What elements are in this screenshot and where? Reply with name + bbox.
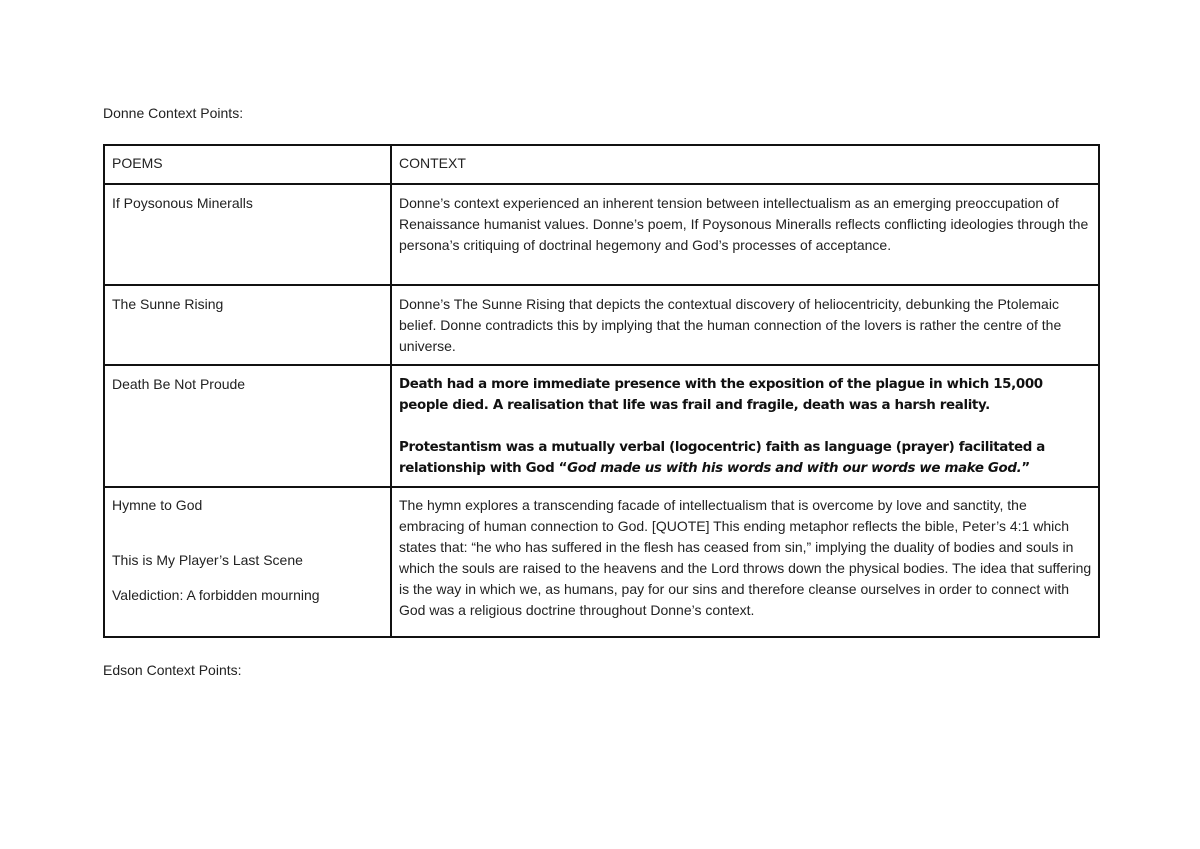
poem-cell: The Sunne Rising	[104, 285, 391, 365]
header-poems: POEMS	[104, 145, 391, 184]
donne-context-heading: Donne Context Points:	[103, 105, 244, 121]
table-row	[104, 285, 1099, 365]
context-quote: God made us with his words and with our words we make God.	[567, 461, 1022, 476]
poem-title-hymne: Hymne to God	[112, 497, 203, 513]
poem-title-valediction: Valediction: A forbidden mourning	[112, 587, 320, 603]
poem-cell: Death Be Not Proude	[104, 365, 391, 487]
context-cell: Donne’s context experienced an inherent tension between intellectualism as an emerging preoccupation of Renaissance humanist values. Donne’s poem, If Poysonous Mineralls reflects conflicting ideologies through the persona’s critiquing of doctrinal hegemony and God’s processes of acceptance.	[391, 184, 1099, 285]
poem-title-player: This is My Player’s Last Scene	[112, 552, 303, 568]
context-cell: The hymn explores a transcending facade of intellectualism that is overcome by love and sanctity, the embracing of human connection to God. [QUOTE] This ending metaphor reflects the bible, Peter’s 4:1 which states that: “he who has suffered in the flesh has ceased from sin,” implying the duality of bodies and souls in which the souls are raised to the heavens and the Lord throws down the physical bodies. The idea that suffering is the way in which we, as humans, pay for our sins and therefore cleanse ourselves in order to connect with God was a religious doctrine throughout Donne’s context.	[391, 487, 1099, 637]
table-row	[104, 184, 1099, 285]
table-row	[104, 487, 1099, 637]
header-context: CONTEXT	[391, 145, 1099, 184]
context-cell: Donne’s The Sunne Rising that depicts the contextual discovery of heliocentricity, debunking the Ptolemaic belief. Donne contradicts this by implying that the human connection of the lovers is rather the centre of the universe.	[391, 285, 1099, 365]
donne-context-table	[103, 144, 1100, 638]
context-lead-text: Protestantism was a mutually verbal (logocentric) faith as language (prayer) facilitated a relationship with God “	[399, 440, 1045, 476]
poem-cell: If Poysonous Mineralls	[104, 184, 391, 285]
table-row	[104, 365, 1099, 487]
context-paragraph-protestantism	[399, 437, 1092, 479]
poem-cell	[104, 487, 391, 637]
context-quote-close: ”	[1021, 461, 1030, 476]
context-paragraph-plague: Death had a more immediate presence with the exposition of the plague in which 15,000 people died. A realisation that life was frail and fragile, death was a harsh reality.	[399, 377, 1043, 413]
table-header-row	[104, 145, 1099, 184]
context-cell	[391, 365, 1099, 487]
edson-context-heading: Edson Context Points:	[103, 662, 242, 678]
